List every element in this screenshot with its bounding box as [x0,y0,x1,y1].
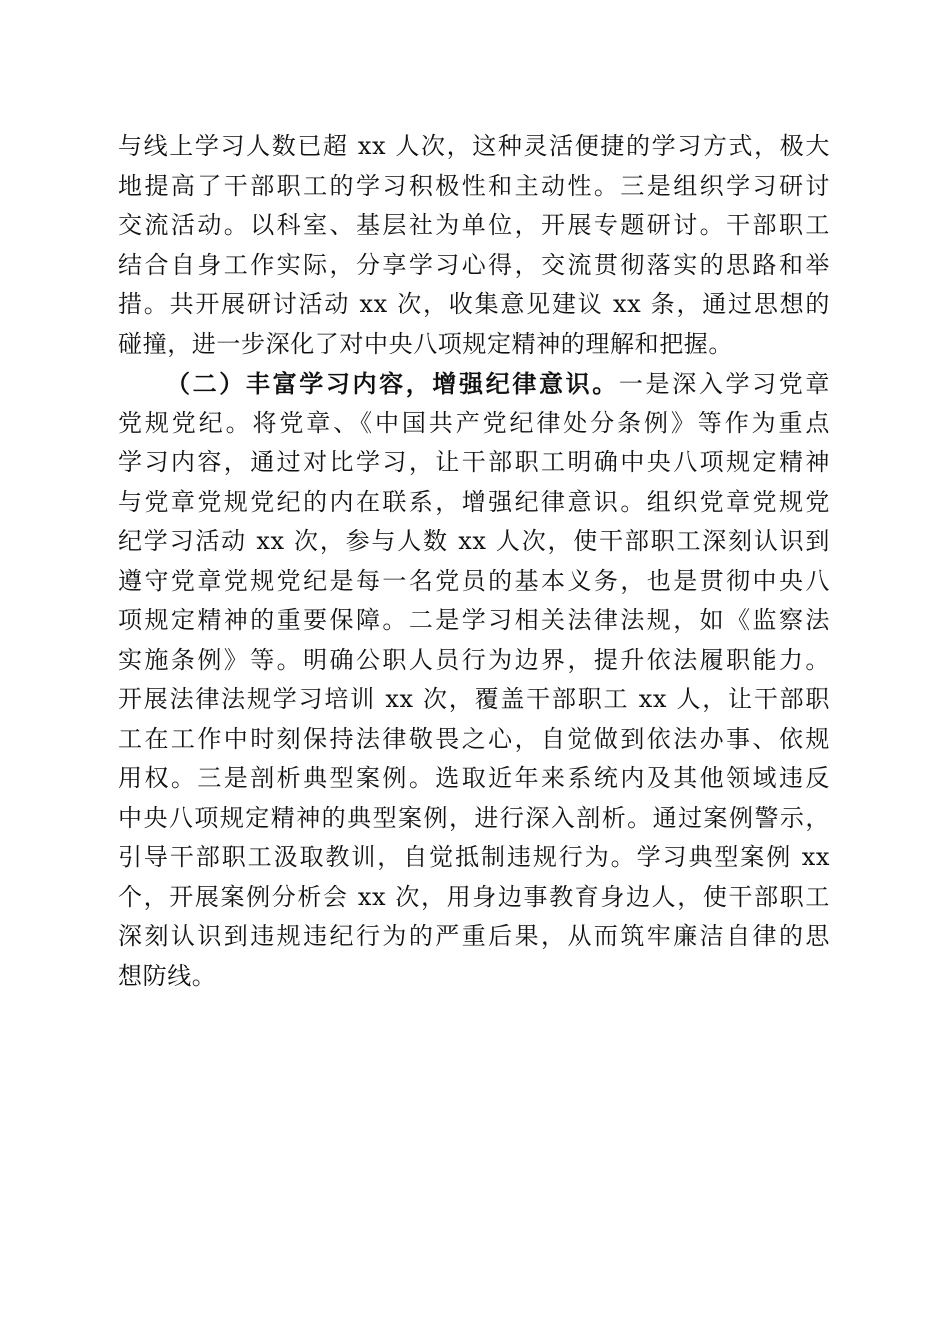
text-line: 深刻认识到违规违纪行为的严重后果，从而筑牢廉洁自律的思 [118,922,830,950]
section-heading: （二）丰富学习内容，增强纪律意识。 [166,369,619,398]
text-line: 引导干部职工汲取教训，自觉抵制违规行为。学习典型案例 xx [118,843,830,871]
paragraph-first-line [118,364,830,404]
paragraph-discipline-awareness [118,364,830,996]
text-line: 个，开展案例分析会 xx 次，用身边事教育身边人，使干部职工 [118,882,830,911]
text-line: 与党章党规党纪的内在联系，增强纪律意识。组织党章党规党 [118,487,830,516]
text-line: 项规定精神的重要保障。二是学习相关法律法规，如《监察法 [118,606,830,634]
text-line: 实施条例》等。明确公职人员行为边界，提升依法履职能力。 [118,645,830,674]
document-body [118,127,830,996]
paragraph-study-activities [118,127,830,364]
text-line: 结合自身工作实际，分享学习心得，交流贯彻落实的思路和举 [118,250,830,279]
text-line: 中央八项规定精神的典型案例，进行深入剖析。通过案例警示， [118,803,830,832]
text-line: 工在工作中时刻保持法律敬畏之心，自觉做到依法办事、依规 [118,724,830,753]
text-line: 开展法律法规学习培训 xx 次，覆盖干部职工 xx 人，让干部职 [118,685,830,713]
text-line: 措。共开展研讨活动 xx 次，收集意见建议 xx 条，通过思想的 [118,290,830,318]
text-line: 纪学习活动 xx 次，参与人数 xx 人次，使干部职工深刻认识到 [118,527,830,555]
text-line: 遵守党章党规党纪是每一名党员的基本义务，也是贯彻中央八 [118,566,830,595]
text-line: 用权。三是剖析典型案例。选取近年来系统内及其他领域违反 [118,764,830,792]
text-line: 地提高了干部职工的学习积极性和主动性。三是组织学习研讨 [118,171,830,200]
text-line: 想防线。 [118,961,217,990]
text-line: 学习内容，通过对比学习，让干部职工明确中央八项规定精神 [118,448,830,476]
text-line: 碰撞，进一步深化了对中央八项规定精神的理解和把握。 [118,329,733,358]
heading-followup-text: 一是深入学习党章 [618,370,830,398]
text-line: 交流活动。以科室、基层社为单位，开展专题研讨。干部职工 [118,211,830,239]
text-line: 党规党纪。将党章、《中国共产党纪律处分条例》等作为重点 [118,408,830,437]
text-line: 与线上学习人数已超 xx 人次，这种灵活便捷的学习方式，极大 [118,132,830,160]
